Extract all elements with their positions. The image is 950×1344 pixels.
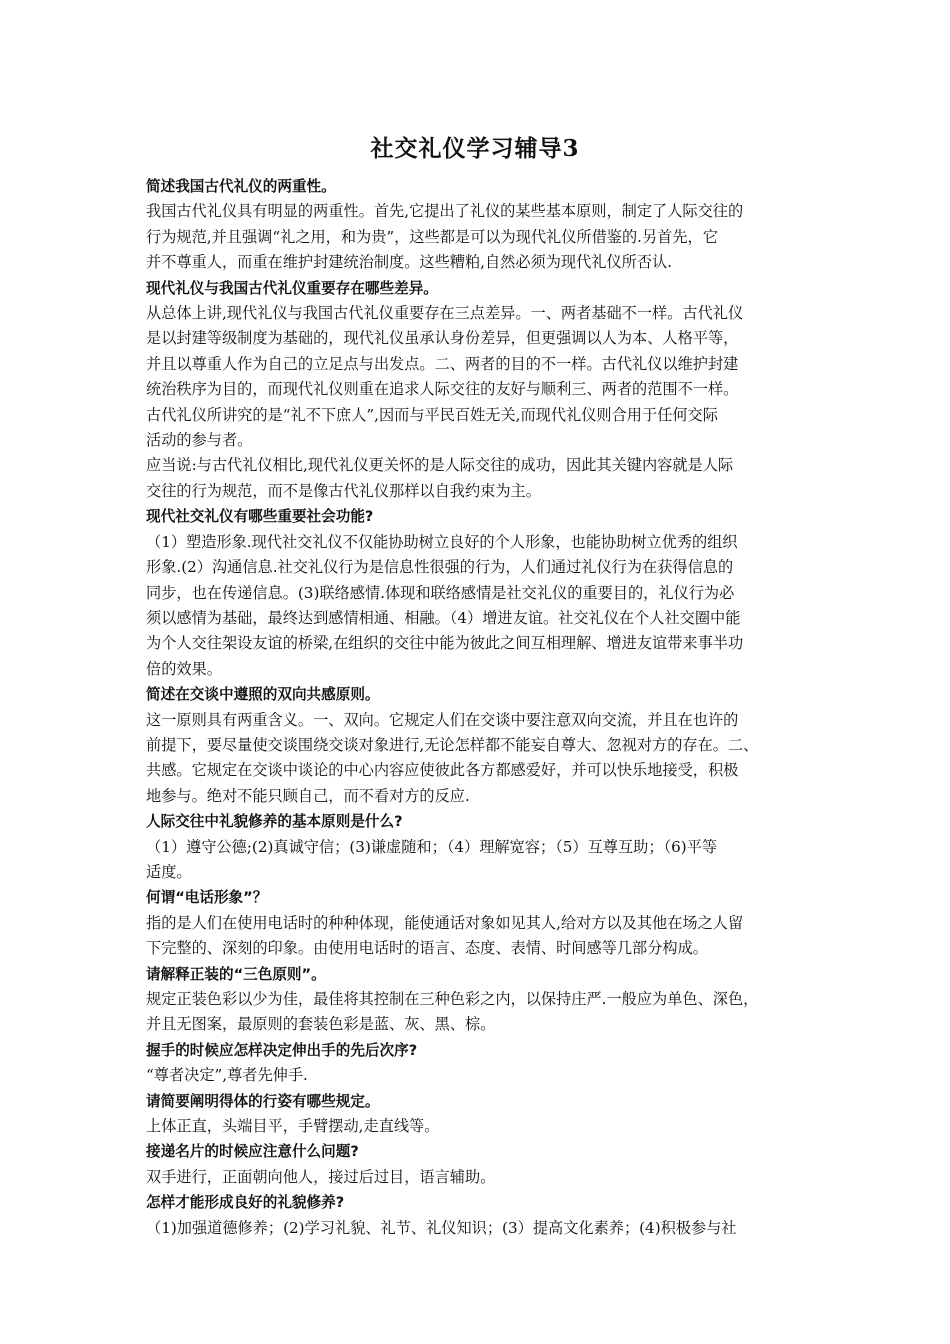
answer-line: 共感。它规定在交谈中谈论的中心内容应使彼此各方都感爱好，并可以快乐地接受，积极 [146, 761, 739, 780]
answer-line: 前提下，要尽量使交谈围绕交谈对象进行,无论怎样都不能妄自尊大、忽视对方的存在。二、 [146, 735, 759, 754]
section-answer [146, 1063, 814, 1088]
answer-line: 并不尊重人，而重在维护封建统治制度。这些糟粕,自然必须为现代礼仪所否认. [146, 253, 673, 272]
section-answer [146, 199, 814, 275]
section-answer [146, 301, 814, 504]
section-answer [146, 1216, 814, 1241]
answer-line: 从总体上讲,现代礼仪与我国古代礼仪重要存在三点差异。一、两者基础不一样。古代礼仪 [146, 304, 744, 323]
section-question: 请简要阐明得体的行姿有哪些规定。 [146, 1092, 380, 1110]
section-answer [146, 530, 814, 682]
section-question: 请解释正装的“三色原则”。 [146, 965, 326, 983]
answer-line: 适度。 [146, 862, 192, 881]
section-question: 简述我国古代礼仪的两重性。 [146, 178, 336, 195]
answer-line: 是以封建等级制度为基础的，现代礼仪虽承认身份差异，但更强调以人为本、人格平等， [146, 329, 739, 348]
answer-line: 我国古代礼仪具有明显的两重性。首先,它提出了礼仪的某些基本原则，制定了人际交往的 [146, 202, 744, 221]
answer-line: 并且以尊重人作为自己的立足点与出发点。二、两者的目的不一样。古代礼仪以维护封建 [146, 354, 739, 373]
answer-line: “尊者决定”,尊者先伸手. [146, 1066, 308, 1085]
section-question: 简述在交谈中遵照的双向共感原则。 [146, 686, 380, 704]
answer-line: （1）塑造形象.现代社交礼仪不仅能协助树立良好的个人形象，也能协助树立优秀的组织 [146, 532, 738, 551]
answer-line: 活动的参与者。 [146, 431, 253, 450]
section-question: 握手的时候应怎样决定伸出手的先后次序? [146, 1041, 418, 1059]
answer-line: 规定正装色彩以少为佳，最佳将其控制在三种色彩之内，以保持庄严.一般应为单色、深色， [146, 990, 759, 1008]
answer-line: 上体正直，头端目平，手臂摆动,走直线等。 [146, 1117, 440, 1136]
section-answer [146, 1165, 814, 1190]
answer-line: 这一原则具有两重含义。一、双向。它规定人们在交谈中要注意双向交流，并且在也许的 [146, 710, 739, 729]
answer-line: 并且无图案，最原则的套装色彩是蓝、灰、黑、棕。 [146, 1015, 496, 1034]
document-body [146, 174, 814, 1241]
answer-line: 下完整的、深刻的印象。由使用电话时的语言、态度、表情、时间感等几部分构成。 [146, 939, 708, 958]
answer-line: 应当说:与古代礼仪相比,现代礼仪更关怀的是人际交往的成功，因此其关键内容就是人际 [146, 456, 734, 475]
section-question: 现代社交礼仪有哪些重要社会功能? [146, 508, 374, 526]
answer-line: 交往的行为规范，而不是像古代礼仪那样以自我约束为主。 [146, 481, 541, 500]
answer-line: 指的是人们在使用电话时的种种体现，能使通话对象如见其人,给对方以及其他在场之人留 [146, 913, 744, 932]
section-answer [146, 835, 814, 886]
section-answer [146, 987, 814, 1038]
section-question: 人际交往中礼貌修养的基本原则是什么? [146, 813, 403, 831]
answer-line: 统治秩序为目的，而现代礼仪则重在追求人际交往的友好与顺利三、两者的范围不一样。 [146, 380, 739, 399]
answer-line: 双手进行，正面朝向他人，接过后过目，语言辅助。 [146, 1167, 496, 1186]
answer-line: 同步，也在传递信息。(3)联络感情.体现和联络感情是社交礼仪的重要目的，礼仪行为必 [146, 583, 735, 602]
section-answer [146, 1114, 814, 1139]
answer-line: 古代礼仪所讲究的是“礼不下庶人”,因而与平民百姓无关,而现代礼仪则合用于任何交际 [146, 405, 718, 424]
answer-line: 须以感情为基础，最终达到感情相通、相融。（4）增进友谊。社交礼仪在个人社交圈中能 [146, 608, 741, 627]
section-question: 怎样才能形成良好的礼貌修养? [146, 1194, 345, 1212]
section-answer [146, 911, 814, 962]
section-question: 何谓“电话形象”？ [146, 889, 268, 907]
answer-line: 行为规范,并且强调“礼之用，和为贵”，这些都是可以为现代礼仪所借鉴的.另首先，它 [146, 227, 718, 246]
document-title: 社交礼仪学习辅导3 [370, 135, 580, 162]
answer-line: 倍的效果。 [146, 659, 222, 678]
section-answer [146, 708, 814, 810]
answer-line: 形象.(2）沟通信息.社交礼仪行为是信息性很强的行为，人们通过礼仪行为在获得信息的 [146, 558, 734, 577]
answer-line: 为个人交往架设友谊的桥梁,在组织的交往中能为彼此之间互相理解、增进友谊带来事半功 [146, 634, 744, 653]
answer-line: （1)加强道德修养；(2)学习礼貌、礼节、礼仪知识；(3）提高文化素养；(4)积极参与社 [146, 1218, 737, 1237]
section-question: 现代礼仪与我国古代礼仪重要存在哪些差异。 [146, 279, 438, 297]
answer-line: 地参与。绝对不能只顾自己，而不看对方的反应. [146, 786, 470, 805]
answer-line: （1）遵守公德;(2)真诚守信；(3)谦虚随和；（4）理解宽容；（5）互尊互助；（6)平等 [146, 837, 718, 856]
section-question: 接递名片的时候应注意什么问题? [146, 1143, 359, 1161]
